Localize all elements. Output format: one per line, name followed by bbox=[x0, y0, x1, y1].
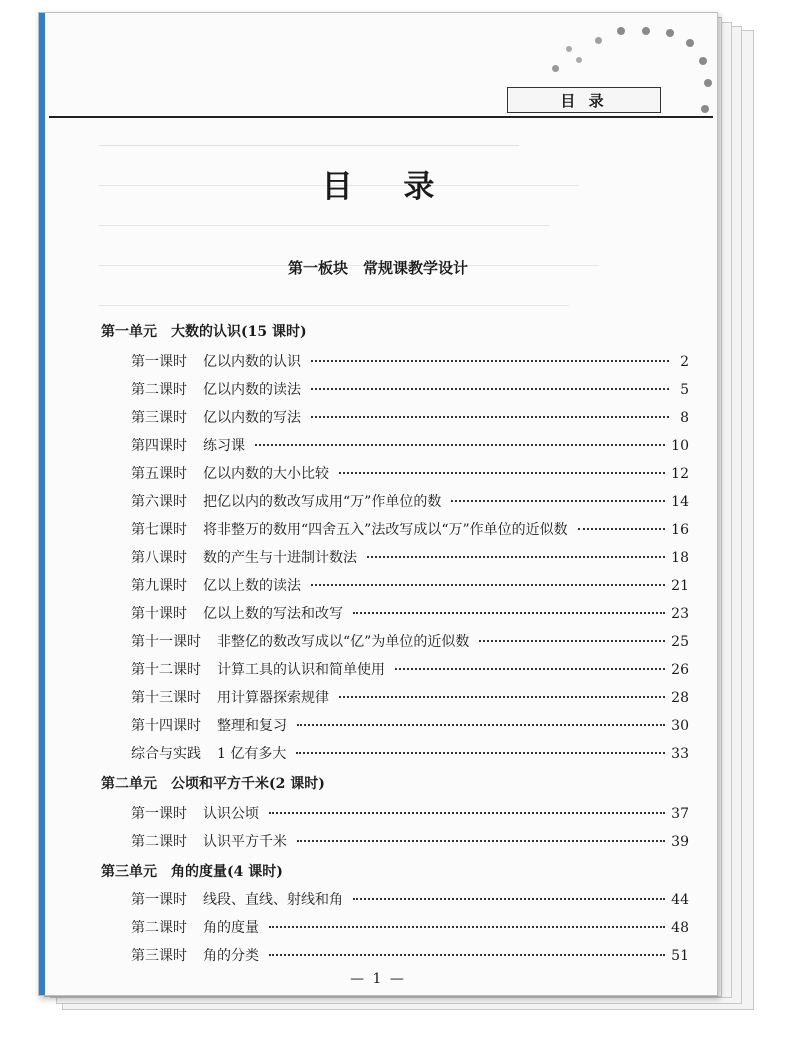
dot-leader bbox=[353, 612, 665, 614]
toc-entry[interactable] bbox=[131, 351, 689, 371]
decor-dot-icon bbox=[552, 65, 559, 72]
decor-dot-icon bbox=[704, 79, 712, 87]
lesson-name: 第五课时 bbox=[131, 466, 187, 482]
dot-leader bbox=[269, 954, 665, 956]
dot-leader bbox=[479, 640, 665, 642]
page-number: 18 bbox=[671, 550, 689, 566]
toc-entry[interactable] bbox=[131, 575, 689, 595]
dot-leader bbox=[367, 556, 665, 558]
lesson-topic: 计算工具的认识和简单使用 bbox=[217, 662, 385, 678]
toc-entry[interactable] bbox=[131, 463, 689, 483]
lesson-topic: 亿以内数的认识 bbox=[203, 354, 301, 370]
lesson-name: 第十二课时 bbox=[131, 662, 201, 678]
dot-leader bbox=[339, 696, 665, 698]
dot-leader bbox=[269, 812, 665, 814]
lesson-name: 第九课时 bbox=[131, 578, 187, 594]
dot-leader bbox=[339, 472, 665, 474]
lesson-name: 第三课时 bbox=[131, 410, 187, 426]
lesson-topic: 线段、直线、射线和角 bbox=[203, 892, 343, 908]
page-number: 23 bbox=[671, 606, 689, 622]
page-number: 14 bbox=[671, 494, 689, 510]
lesson-name: 第三课时 bbox=[131, 948, 187, 964]
dot-leader bbox=[451, 500, 665, 502]
page-number: 2 bbox=[680, 354, 689, 370]
unit-heading bbox=[101, 861, 283, 881]
lesson-name: 第四课时 bbox=[131, 438, 187, 454]
lesson-topic: 数的产生与十进制计数法 bbox=[203, 550, 357, 566]
lesson-topic: 把亿以内的数改写成用“万”作单位的数 bbox=[203, 494, 442, 510]
toc-entry[interactable] bbox=[131, 519, 689, 539]
page-number: 48 bbox=[671, 920, 689, 936]
lesson-topic: 亿以内数的写法 bbox=[203, 410, 301, 426]
decor-dot-icon bbox=[642, 27, 650, 35]
lesson-name: 第二课时 bbox=[131, 920, 187, 936]
dot-leader bbox=[296, 752, 665, 754]
dot-leader bbox=[297, 724, 665, 726]
lesson-topic: 认识公顷 bbox=[203, 806, 259, 822]
lesson-topic: 练习课 bbox=[203, 438, 245, 454]
lesson-topic: 用计算器探索规律 bbox=[217, 690, 329, 706]
dot-leader bbox=[311, 416, 669, 418]
toc-entry[interactable] bbox=[131, 743, 689, 763]
lesson-name: 第十一课时 bbox=[131, 634, 201, 650]
decor-dot-icon bbox=[576, 57, 582, 63]
header-label: 目 录 bbox=[507, 87, 661, 113]
lesson-name: 第七课时 bbox=[131, 522, 187, 538]
unit-heading bbox=[101, 773, 325, 793]
toc-entry[interactable] bbox=[131, 831, 689, 851]
lesson-topic: 整理和复习 bbox=[217, 718, 287, 734]
lesson-name: 第一课时 bbox=[131, 806, 187, 822]
dot-leader bbox=[311, 360, 669, 362]
decor-dot-icon bbox=[686, 39, 694, 47]
unit-title: 大数的认识(15 课时) bbox=[171, 324, 307, 340]
page-number: 28 bbox=[671, 690, 689, 706]
lesson-name: 综合与实践 bbox=[131, 746, 201, 762]
page-title: 目 录 bbox=[321, 169, 455, 205]
lesson-topic: 角的分类 bbox=[203, 948, 259, 964]
lesson-topic: 1 亿有多大 bbox=[217, 746, 287, 762]
page-number: 8 bbox=[680, 410, 689, 426]
page-footer-number: — 1 — bbox=[350, 971, 406, 987]
lesson-name: 第一课时 bbox=[131, 354, 187, 370]
toc-entry[interactable] bbox=[131, 603, 689, 623]
decor-dot-icon bbox=[617, 27, 625, 35]
lesson-name: 第十三课时 bbox=[131, 690, 201, 706]
toc-entry[interactable] bbox=[131, 407, 689, 427]
page-number: 33 bbox=[671, 746, 689, 762]
page-number: 10 bbox=[671, 438, 689, 454]
dot-leader bbox=[255, 444, 665, 446]
unit-heading bbox=[101, 321, 307, 341]
page-number: 44 bbox=[671, 892, 689, 908]
dot-leader bbox=[269, 926, 665, 928]
lesson-name: 第二课时 bbox=[131, 382, 187, 398]
page-number: 51 bbox=[671, 948, 689, 964]
toc-entry[interactable] bbox=[131, 889, 689, 909]
unit-title: 公顷和平方千米(2 课时) bbox=[171, 776, 325, 792]
toc-entry[interactable] bbox=[131, 659, 689, 679]
toc-entry[interactable] bbox=[131, 435, 689, 455]
page-number: 16 bbox=[671, 522, 689, 538]
decor-dot-icon bbox=[666, 29, 674, 37]
lesson-name: 第一课时 bbox=[131, 892, 187, 908]
book-page bbox=[38, 12, 718, 996]
lesson-name: 第六课时 bbox=[131, 494, 187, 510]
lesson-topic: 亿以上数的写法和改写 bbox=[203, 606, 343, 622]
lesson-name: 第八课时 bbox=[131, 550, 187, 566]
toc-entry[interactable] bbox=[131, 917, 689, 937]
lesson-topic: 亿以内数的读法 bbox=[203, 382, 301, 398]
toc-entry[interactable] bbox=[131, 547, 689, 567]
lesson-topic: 亿以内数的大小比较 bbox=[203, 466, 329, 482]
lesson-topic: 认识平方千米 bbox=[203, 834, 287, 850]
page-number: 5 bbox=[680, 382, 689, 398]
page-number: 21 bbox=[671, 578, 689, 594]
unit-label: 第一单元 bbox=[101, 324, 157, 340]
decor-dot-icon bbox=[699, 57, 707, 65]
dot-leader bbox=[353, 898, 665, 900]
lesson-topic: 非整亿的数改写成以“亿”为单位的近似数 bbox=[217, 634, 470, 650]
toc-entry[interactable] bbox=[131, 631, 689, 651]
dot-leader bbox=[395, 668, 665, 670]
page-number: 26 bbox=[671, 662, 689, 678]
lesson-name: 第十课时 bbox=[131, 606, 187, 622]
toc-entry[interactable] bbox=[131, 803, 689, 823]
page-number: 25 bbox=[671, 634, 689, 650]
toc-entry[interactable] bbox=[131, 379, 689, 399]
toc-entry[interactable] bbox=[131, 945, 689, 965]
unit-label: 第二单元 bbox=[101, 776, 157, 792]
dot-leader bbox=[578, 528, 666, 530]
toc-entry[interactable] bbox=[131, 491, 689, 511]
decor-dot-icon bbox=[701, 105, 709, 113]
header-rule bbox=[49, 116, 713, 118]
lesson-topic: 亿以上数的读法 bbox=[203, 578, 301, 594]
page-number: 37 bbox=[671, 806, 689, 822]
dot-leader bbox=[311, 388, 669, 390]
unit-label: 第三单元 bbox=[101, 864, 157, 880]
dot-leader bbox=[297, 840, 665, 842]
page-number: 39 bbox=[671, 834, 689, 850]
page-number: 12 bbox=[671, 466, 689, 482]
lesson-topic: 角的度量 bbox=[203, 920, 259, 936]
toc-entry[interactable] bbox=[131, 687, 689, 707]
decor-dot-icon bbox=[595, 37, 602, 44]
lesson-topic: 将非整万的数用“四舍五入”法改写成以“万”作单位的近似数 bbox=[203, 522, 568, 538]
page-number: 30 bbox=[671, 718, 689, 734]
unit-title: 角的度量(4 课时) bbox=[171, 864, 283, 880]
toc-entry[interactable] bbox=[131, 715, 689, 735]
dot-leader bbox=[311, 584, 665, 586]
lesson-name: 第十四课时 bbox=[131, 718, 201, 734]
decor-dot-icon bbox=[566, 46, 572, 52]
section-heading: 第一板块 常规课教学设计 bbox=[287, 259, 468, 277]
lesson-name: 第二课时 bbox=[131, 834, 187, 850]
